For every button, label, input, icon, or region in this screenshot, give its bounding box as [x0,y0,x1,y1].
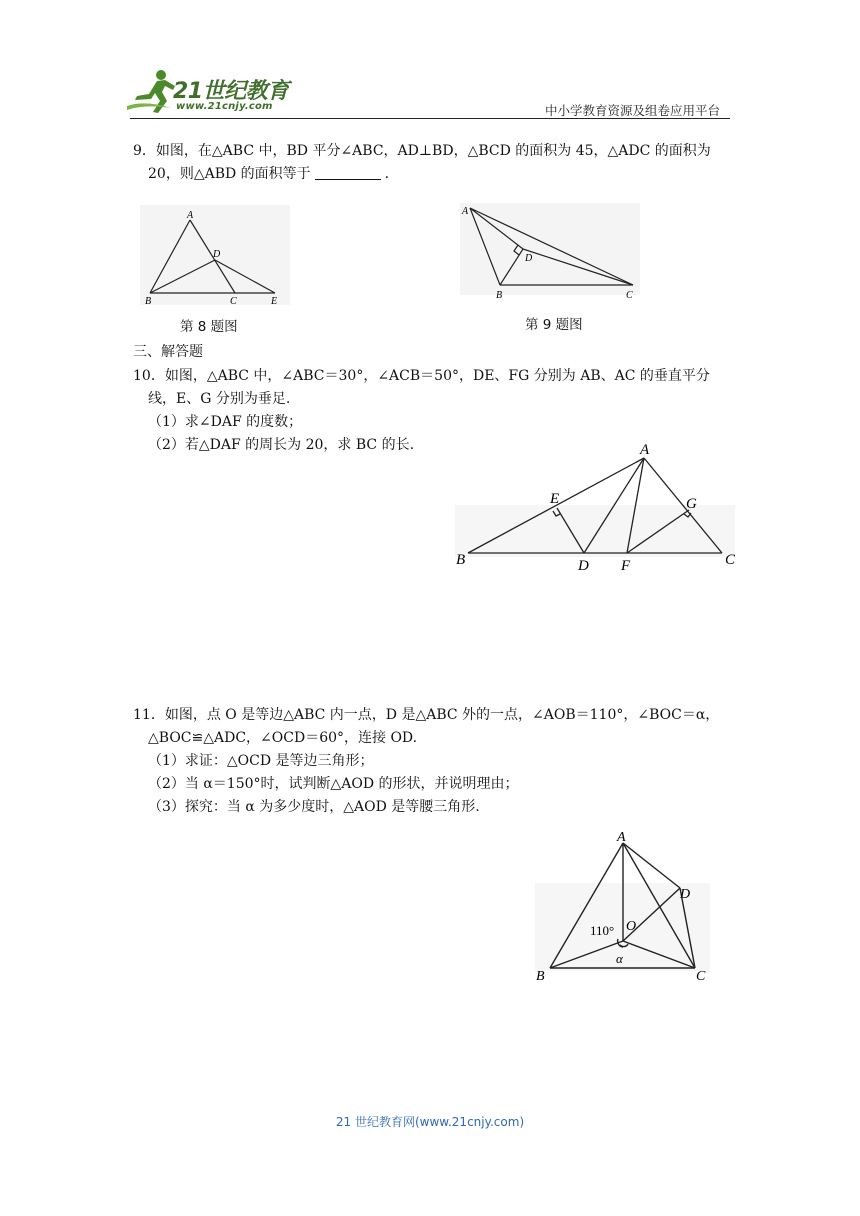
q11-line2: △BOC≌△ADC，∠OCD＝60°，连接 OD. [148,730,418,746]
figure-8 [140,205,290,310]
fig11-label-b: B [536,969,545,984]
q9-line2 [148,164,389,184]
q9-line1: 9．如图，在△ABC 中，BD 平分∠ABC，AD⊥BD，△BCD 的面积为 45，△ADC 的面积为 [133,143,711,159]
fig11-angle-label: 110° [590,923,615,938]
answer-blank [315,165,381,180]
figure-10 [450,440,740,575]
fig8-label-b: B [145,296,152,307]
platform-title: 中小学教育资源及组卷应用平台 [545,103,721,118]
fig9-caption: 第 9 题图 [525,317,583,333]
fig8-label-e: E [271,296,278,307]
q11-line1: 11．如图，点 O 是等边△ABC 内一点，D 是△ABC 外的一点，∠AOB＝110°，∠BOC＝α， [133,707,720,723]
q10-line1: 10．如图，△ABC 中，∠ABC＝30°，∠ACB＝50°，DE、FG 分别为 AB、AC 的垂直平分 [133,368,710,384]
fig9-label-d: D [525,253,533,264]
fig10-label-g: G [686,496,697,512]
fig10-label-f: F [621,558,631,574]
figure-11 [530,828,715,986]
fig11-label-c: C [696,969,706,984]
fig9-label-b: B [496,290,503,301]
fig8-label-a: A [187,210,194,221]
fig8-caption: 第 8 题图 [180,319,238,335]
q10-part2: （2）若△DAF 的周长为 20，求 BC 的长. [148,437,415,453]
fig11-label-d: D [680,887,691,902]
fig8-label-d: D [213,249,221,260]
fig8-label-c: C [230,296,237,307]
fig9-label-c: C [626,290,633,301]
q10-part1: （1）求∠DAF 的度数； [148,414,303,430]
figure-9 [455,198,645,308]
q11-part3: （3）探究：当 α 为多少度时，△AOD 是等腰三角形. [148,799,480,815]
logo-text: 21世纪教育 [173,79,289,104]
section-title: 三、解答题 [133,344,203,360]
fig11-label-a: A [617,830,626,845]
fig11-alpha-label: α [616,951,623,966]
fig10-label-e: E [550,491,560,507]
fig10-label-b: B [456,552,466,568]
q9-line2-end: . [384,166,390,182]
logo-url: www.21cnjy.com [176,101,273,112]
q11-part1: （1）求证：△OCD 是等边三角形； [148,753,374,769]
footer: 21 世纪教育网(www.21cnjy.com) [335,1115,525,1129]
header-divider [130,118,730,119]
q9-line2-text: 20，则△ABD 的面积等于 [148,166,311,182]
fig11-label-o: O [626,919,637,934]
fig9-label-a: A [462,206,469,217]
q11-part2: （2）当 α＝150°时，试判断△AOD 的形状，并说明理由； [148,776,519,792]
fig10-label-c: C [725,552,736,568]
fig10-label-d: D [578,558,589,574]
fig10-label-a: A [640,442,650,458]
q10-line2: 线，E、G 分别为垂足. [148,391,291,407]
